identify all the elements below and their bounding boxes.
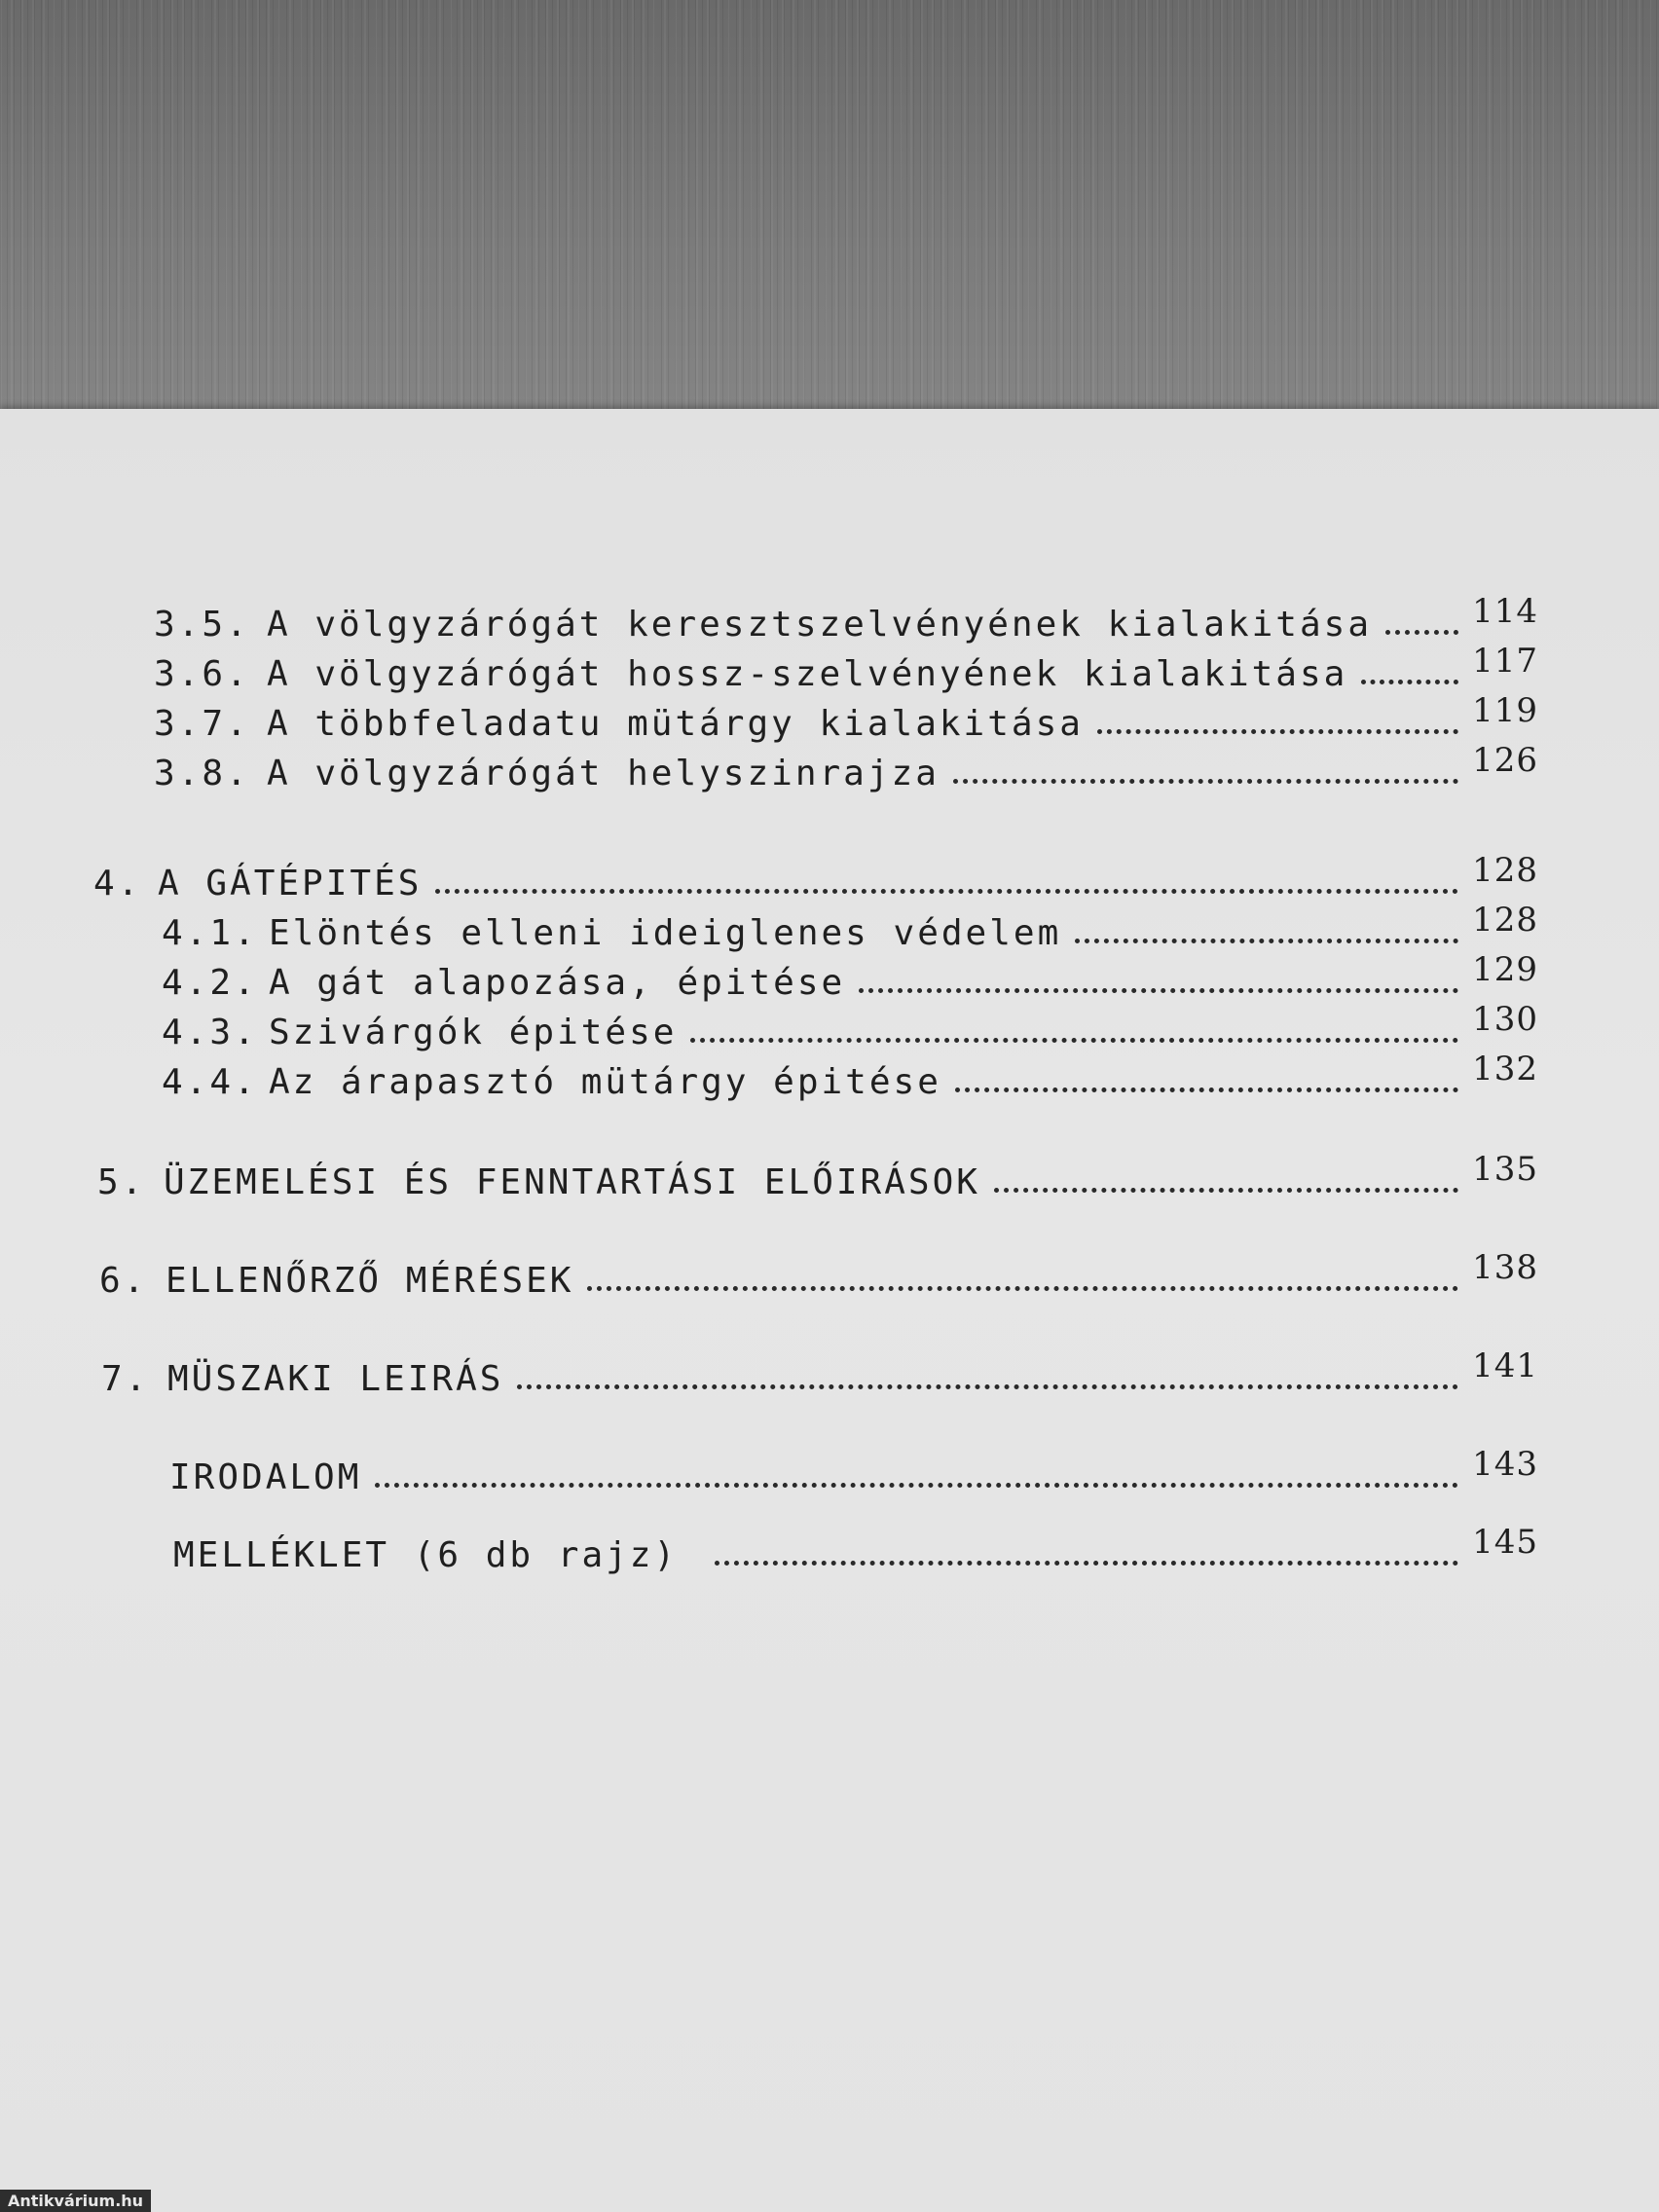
toc-number: 6.: [99, 1261, 148, 1301]
dot-leader: [690, 1038, 1458, 1043]
dot-leader: [587, 1286, 1458, 1291]
toc-title: ELLENŐRZŐ MÉRÉSEK: [166, 1261, 574, 1301]
toc-title: Az árapasztó mütárgy épitése: [269, 1062, 941, 1102]
toc-title: A völgyzárógát keresztszelvényének kialakitása: [267, 605, 1372, 645]
toc-number: 3.7.: [154, 704, 250, 744]
toc-entry-irodalom: [169, 1445, 1538, 1497]
dot-leader: [517, 1384, 1458, 1389]
toc-number: 7.: [101, 1359, 150, 1399]
toc-number: 4.2.: [162, 963, 258, 1003]
toc-number: 3.5.: [154, 605, 250, 645]
toc-title: ÜZEMELÉSI ÉS FENNTARTÁSI ELŐIRÁSOK: [164, 1162, 980, 1202]
toc-entry-4-2: [162, 950, 1538, 1003]
dot-leader: [715, 1561, 1458, 1566]
toc-page-number: 132: [1472, 1050, 1538, 1088]
toc-page-number: 130: [1472, 1000, 1538, 1039]
dot-leader: [1097, 729, 1458, 734]
toc-page-number: 138: [1472, 1248, 1538, 1287]
toc-title: A többfeladatu mütárgy kialakitása: [267, 704, 1084, 744]
dot-leader: [994, 1188, 1458, 1193]
toc-entry-6: [99, 1248, 1538, 1301]
toc-entry-4-1: [162, 901, 1538, 953]
toc-number: 4.: [93, 864, 142, 903]
toc-title: Szivárgók épitése: [269, 1013, 678, 1052]
toc-page-number: 128: [1472, 851, 1538, 890]
toc-page-number: 145: [1472, 1523, 1538, 1562]
toc-entry-4-4: [162, 1050, 1538, 1102]
toc-title: A völgyzárógát helyszinrajza: [267, 754, 940, 793]
toc-entry-3-5: [154, 592, 1538, 645]
toc-title: A gát alapozása, épitése: [269, 963, 846, 1003]
toc-number: 4.3.: [162, 1013, 258, 1052]
toc-page-number: 114: [1472, 592, 1538, 631]
toc-number: 3.6.: [154, 654, 250, 694]
book-page: [0, 409, 1659, 2212]
toc-entry-5: [97, 1150, 1538, 1202]
toc-page-number: 117: [1472, 642, 1538, 681]
toc-entry-3-6: [154, 642, 1538, 694]
dot-leader: [1385, 630, 1458, 635]
toc-title: MELLÉKLET (6 db rajz): [173, 1535, 679, 1575]
toc-entry-4: [93, 851, 1538, 903]
toc-number: 4.4.: [162, 1062, 258, 1102]
toc-page-number: 119: [1472, 691, 1538, 730]
toc-page-number: 143: [1472, 1445, 1538, 1484]
dot-leader: [955, 1088, 1458, 1092]
toc-entry-melleklet: [173, 1523, 1538, 1575]
toc-page-number: 135: [1472, 1150, 1538, 1189]
toc-entry-4-3: [162, 1000, 1538, 1052]
toc-page-number: 141: [1472, 1346, 1538, 1385]
dot-leader: [859, 988, 1458, 993]
dot-leader: [953, 779, 1458, 784]
toc-number: 4.1.: [162, 913, 258, 953]
toc-page-number: 128: [1472, 901, 1538, 940]
toc-title: MÜSZAKI LEIRÁS: [167, 1359, 504, 1399]
toc-title: Elöntés elleni ideiglenes védelem: [269, 913, 1062, 953]
dot-leader: [1361, 680, 1458, 684]
toc-entry-3-8: [154, 741, 1538, 793]
toc-entry-3-7: [154, 691, 1538, 744]
toc-number: 5.: [97, 1162, 146, 1202]
watermark: Antikvárium.hu: [0, 2190, 151, 2212]
toc-title: IRODALOM: [169, 1457, 362, 1497]
dot-leader: [375, 1483, 1458, 1488]
dot-leader: [1075, 939, 1458, 943]
toc-title: A völgyzárógát hossz-szelvényének kialakitása: [267, 654, 1348, 694]
dot-leader: [435, 889, 1458, 894]
toc-title: A GÁTÉPITÉS: [158, 864, 423, 903]
toc-page-number: 129: [1472, 950, 1538, 989]
toc-entry-7: [101, 1346, 1538, 1399]
toc-page-number: 126: [1472, 741, 1538, 780]
background-surface: [0, 0, 1659, 428]
toc-number: 3.8.: [154, 754, 250, 793]
